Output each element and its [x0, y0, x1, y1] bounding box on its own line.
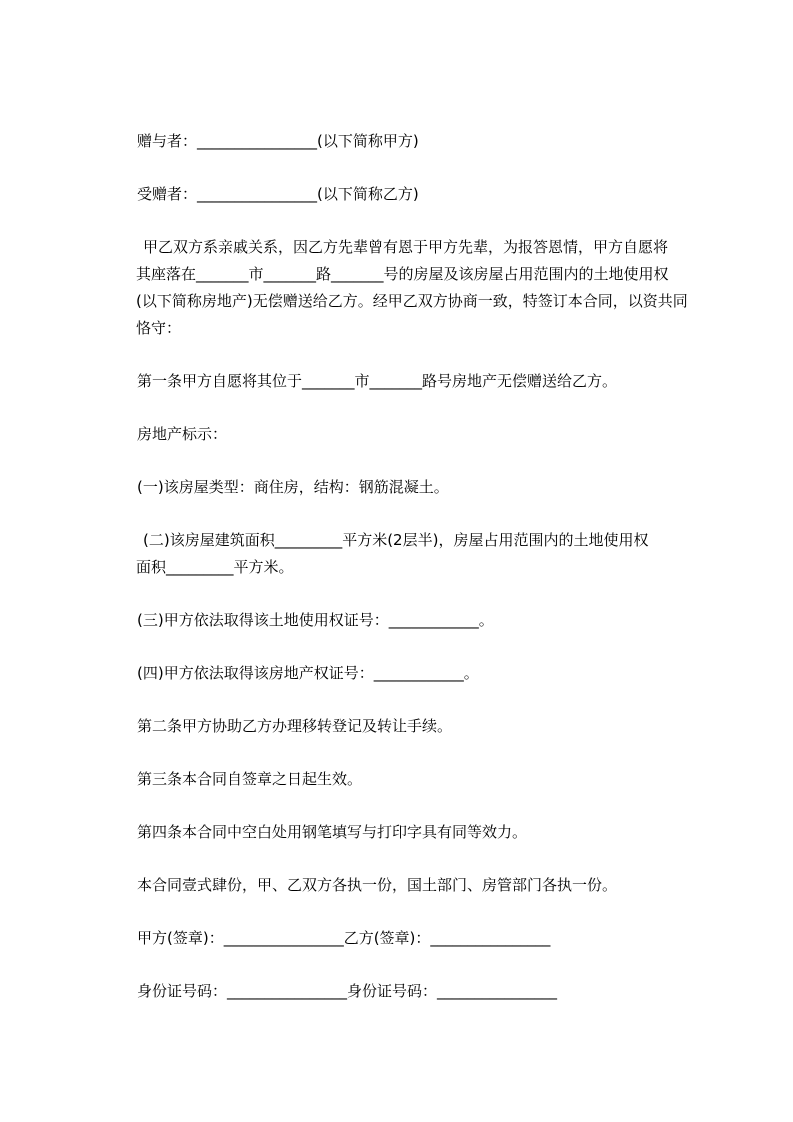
donor-line: 赠与者：________________(以下简称甲方): [137, 132, 419, 150]
recipient-line: 受赠者：________________(以下简称乙方): [137, 185, 419, 203]
property-label: 房地产标示：: [137, 425, 228, 443]
copies-clause: 本合同壹式肆份，甲、乙双方各执一份，国土部门、房管部门各执一份。: [137, 876, 618, 894]
property-item-2-line-2: 面积_________平方米。: [136, 558, 294, 576]
article-3: 第三条本合同自签章之日起生效。: [137, 770, 363, 788]
preamble-line-2: 其座落在_______市_______路_______号的房屋及该房屋占用范围内的土地使用权: [136, 265, 669, 283]
article-2: 第二条甲方协助乙方办理移转登记及转让手续。: [137, 717, 453, 735]
preamble-line-1: 甲乙双方系亲戚关系，因乙方先辈曾有恩于甲方先辈，为报答恩情，甲方自愿将: [143, 238, 669, 256]
id-number-line: 身份证号码：________________身份证号码：________________: [137, 982, 558, 1000]
property-item-4: (四)甲方依法取得该房地产权证号：____________。: [137, 664, 479, 682]
property-item-3: (三)甲方依法取得该土地使用权证号：____________。: [137, 611, 494, 629]
article-4: 第四条本合同中空白处用钢笔填写与打印字具有同等效力。: [137, 823, 528, 841]
preamble-line-4: 恪守：: [136, 319, 182, 337]
property-item-1: (一)该房屋类型：商住房，结构：钢筋混凝土。: [137, 478, 449, 496]
preamble-line-3: (以下简称房地产)无偿赠送给乙方。经甲乙双方协商一致，特签订本合同，以资共同: [136, 292, 688, 310]
property-item-2-line-1: (二)该房屋建筑面积_________平方米(2层半)，房屋占用范围内的土地使用权: [143, 531, 649, 549]
article-1: 第一条甲方自愿将其位于_______市_______路号房地产无偿赠送给乙方。: [137, 372, 618, 390]
signature-line: 甲方(签章)：________________乙方(签章)：________________: [137, 929, 551, 947]
